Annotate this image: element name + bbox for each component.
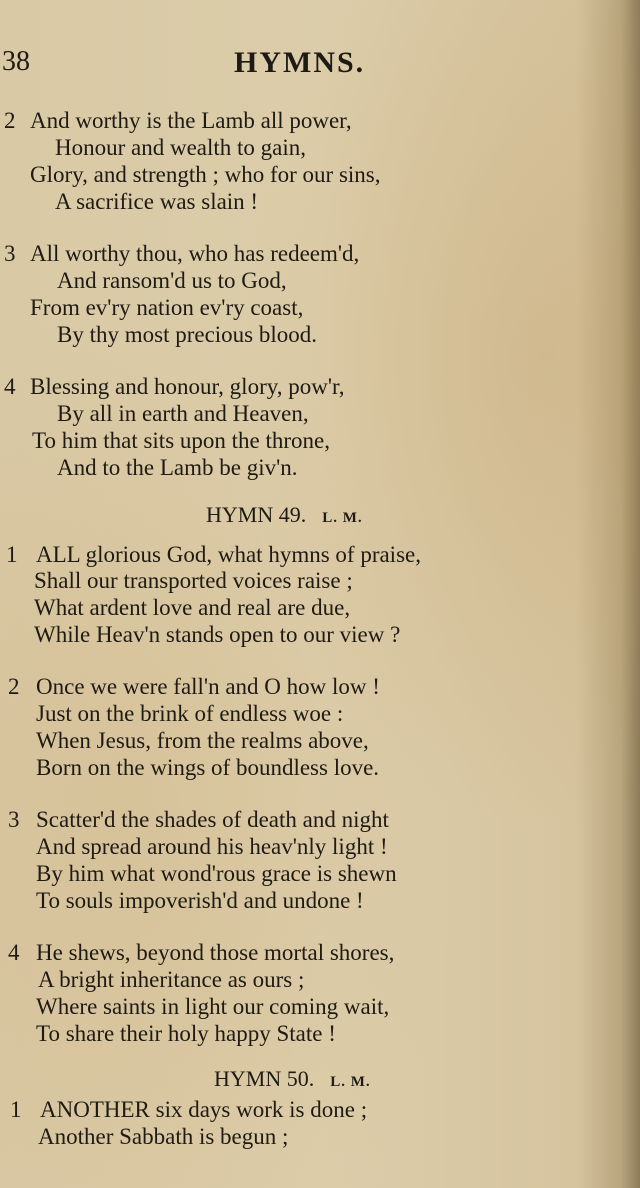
verse-line: Just on the brink of endless woe : (36, 701, 344, 726)
hymn-number: HYMN 50. (214, 1066, 315, 1091)
verse-number: 1 (10, 1097, 22, 1122)
verse-line: To souls impoverish'd and undone ! (36, 888, 364, 913)
verse-line: Born on the wings of boundless love. (36, 755, 380, 780)
verse-number: 3 (8, 807, 20, 832)
page-header (0, 46, 640, 86)
verse-line: Blessing and honour, glory, pow'r, (30, 374, 345, 399)
verse-line: He shews, beyond those mortal shores, (36, 940, 395, 965)
verse-line: A bright inheritance as ours ; (38, 967, 305, 992)
running-title: HYMNS. (234, 46, 366, 79)
hymn-meter: L. M. (322, 510, 363, 526)
hymn-49-title (206, 502, 363, 528)
verse-line: Where saints in light our coming wait, (36, 994, 390, 1019)
verse-number: 1 (6, 542, 18, 567)
verse-number: 4 (4, 374, 16, 399)
verse-line: From ev'ry nation ev'ry coast, (30, 295, 304, 320)
verse-line: What ardent love and real are due, (34, 595, 351, 620)
verse-line: Once we were fall'n and O how low ! (36, 674, 380, 699)
verse-line: All worthy thou, who has redeem'd, (30, 241, 360, 266)
verse-line: To share their holy happy State ! (36, 1021, 336, 1046)
hymn-number: HYMN 49. (206, 502, 307, 527)
verse-line: ANOTHER six days work is done ; (40, 1097, 368, 1122)
verse-line: And ransom'd us to God, (57, 268, 287, 293)
verse-line: A sacrifice was slain ! (55, 189, 259, 214)
verse-line: Shall our transported voices raise ; (34, 568, 353, 593)
verse-line: When Jesus, from the realms above, (36, 728, 369, 753)
verse-line: By all in earth and Heaven, (57, 401, 309, 426)
verse-line: And spread around his heav'nly light ! (36, 834, 388, 859)
verse-line: Scatter'd the shades of death and night (36, 807, 389, 832)
hymn-50-title (214, 1066, 371, 1092)
verse-line: Honour and wealth to gain, (55, 135, 307, 160)
verse-number: 2 (8, 674, 20, 699)
verse-line: ALL glorious God, what hymns of praise, (36, 542, 421, 567)
verse-line: Glory, and strength ; who for our sins, (30, 162, 381, 187)
verse-line: By thy most precious blood. (57, 322, 318, 347)
verse-line: To him that sits upon the throne, (32, 428, 331, 453)
page-number: 38 (2, 46, 30, 77)
verse-line: And to the Lamb be giv'n. (57, 455, 298, 480)
verse-line: While Heav'n stands open to our view ? (34, 622, 401, 647)
verse-number: 3 (4, 241, 16, 266)
verse-line: And worthy is the Lamb all power, (30, 108, 352, 133)
verse-number: 4 (8, 940, 20, 965)
verse-line: Another Sabbath is begun ; (38, 1124, 289, 1149)
verse-number: 2 (4, 108, 16, 133)
verse-line: By him what wond'rous grace is shewn (36, 861, 397, 886)
hymn-meter: L. M. (330, 1074, 371, 1090)
